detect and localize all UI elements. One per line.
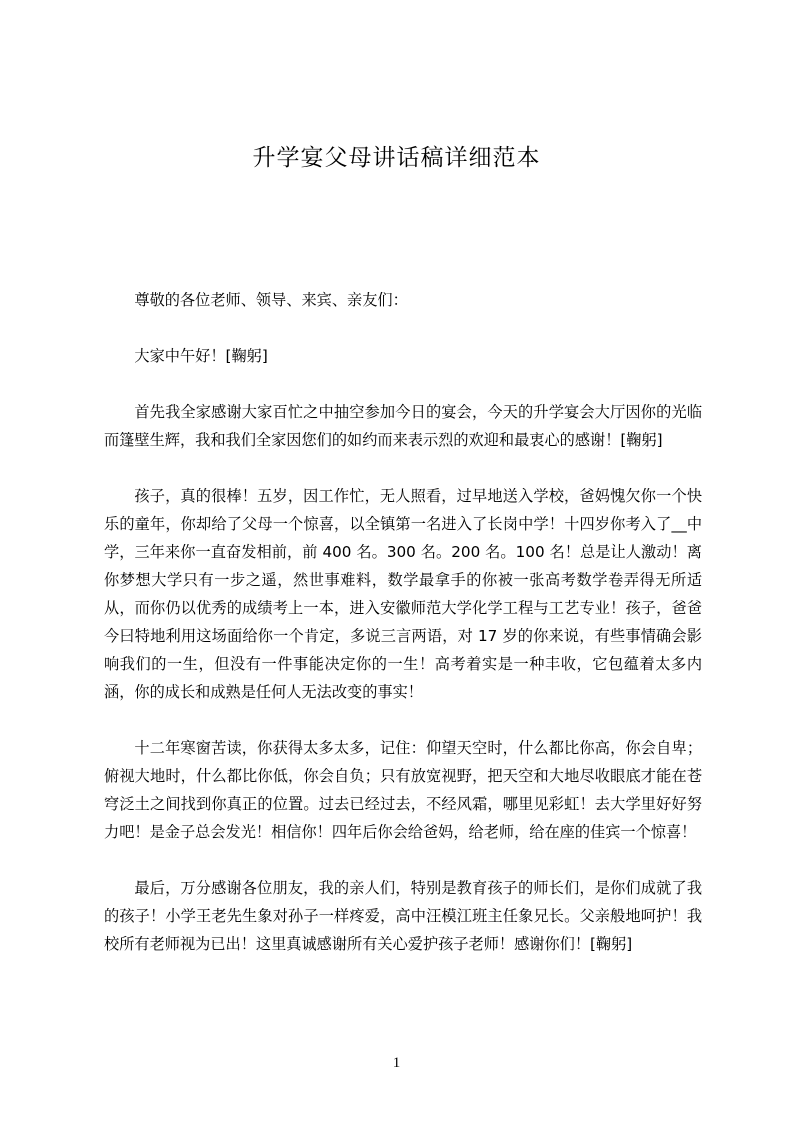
document-title: 升学宴父母讲话稿详细范本 <box>252 145 541 171</box>
paragraph-salutation: 尊敬的各位老师、领导、来宾、亲友们： <box>134 291 408 309</box>
paragraph-closing-thanks: 最后，万分感谢各位朋友，我的亲人们，特别是教育孩子的师长们，是你们成就了我的孩子！小学王老先生象对孙子一样疼爱，高中汪模江班主任象兄长。父亲般地呵护！我校所有老师视为已出！这里真诚感谢所有关心爱护孩子老师！感谢你们！[鞠躬] <box>104 879 702 953</box>
paragraph-thanks: 首先我全家感谢大家百忙之中抽空参加今日的宴会，今天的升学宴会大厅因你的光临而篷壁生辉，我和我们全家因您们的如约而来表示烈的欢迎和最衷心的感谢！[鞠躬] <box>104 403 702 449</box>
paragraph-child-achievements: 孩子，真的很棒！五岁，因工作忙，无人照看，过早地送入学校，爸妈愧欠你一个快乐的童年，你却给了父母一个惊喜，以全镇第一名进入了长岗中学！十四岁你考入了__中学，三年来你一直奋发相前，前 400 名。300 名。200 名。100 名！总是让人激动！离你梦想大学只有一步之遥，然世事难料，数学最拿手的你被一张高考数学卷弄得无所适从，而你仍以优秀的成绩考上一本，进入安徽师范大学化学工程与工艺专业！孩子，爸爸今曰特地利用这场面给你一个肯定，多说三言两语，对 17 岁的你来说，有些事情确会影响我们的一生，但没有一件事能决定你的一生！高考着实是一种丰收，它包蕴着太多内涵，你的成长和成熟是任何人无法改变的事实！ <box>104 487 702 701</box>
paragraph-advice: 十二年寒窗苦读，你获得太多太多，记住：仰望天空时，什么都比你高，你会自卑；俯视大地时，什么都比你低，你会自负；只有放宽视野，把天空和大地尽收眼底才能在苍穹泛土之间找到你真正的位置。过去已经过去，不经风霜，哪里见彩虹！去大学里好好努力吧！是金子总会发光！相信你！四年后你会给爸妈，给老师，给在座的佳宾一个惊喜！ <box>104 739 702 841</box>
page-number: 1 <box>392 1055 401 1071</box>
paragraph-greeting: 大家中午好！[鞠躬] <box>134 347 268 365</box>
document-body <box>104 286 702 986</box>
